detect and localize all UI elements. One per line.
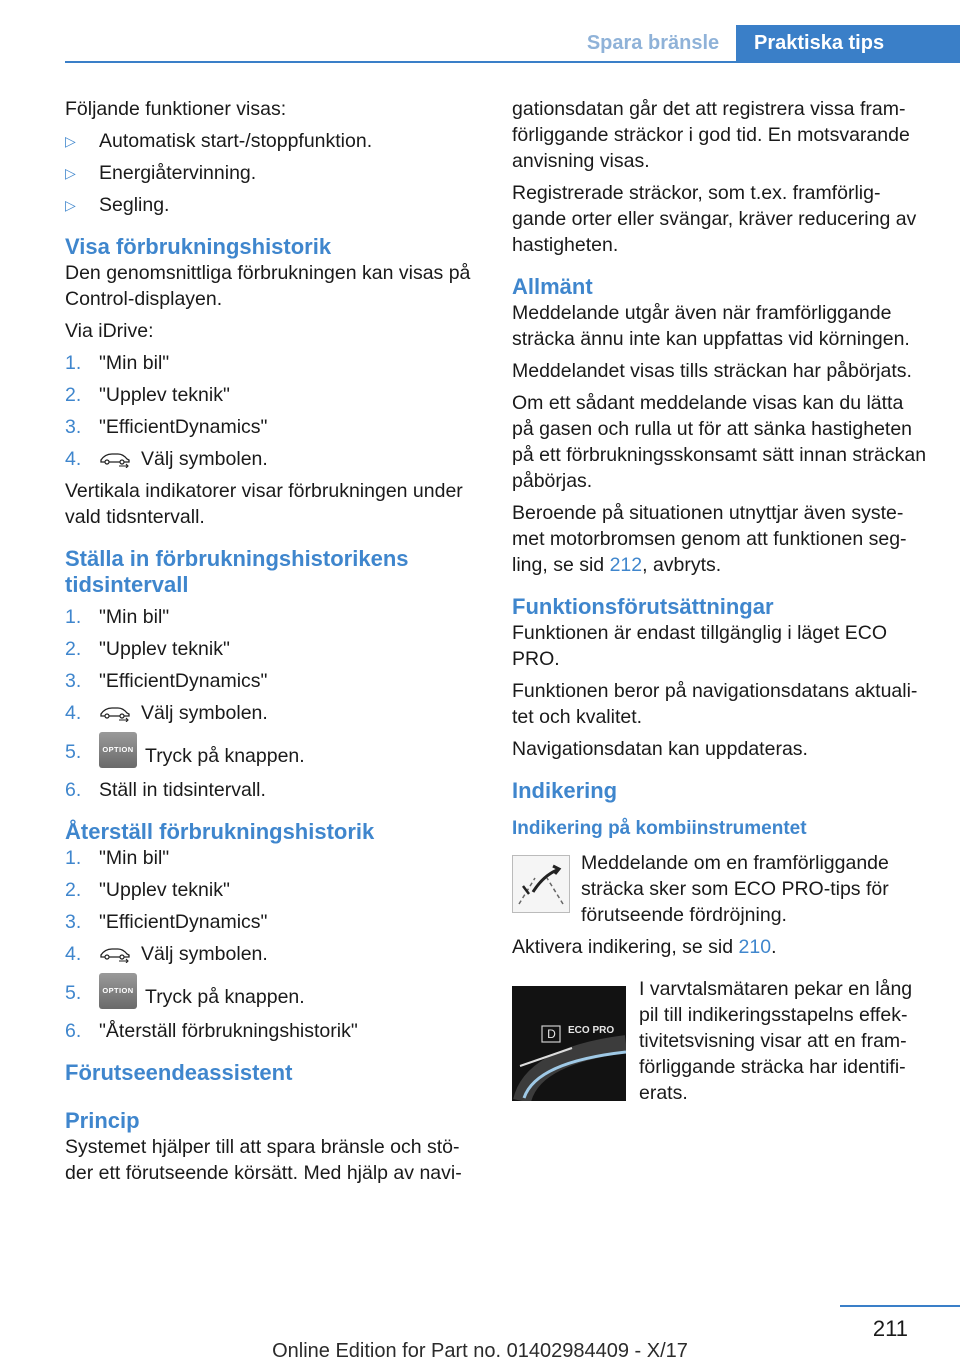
road-curve-warning-icon	[512, 855, 570, 913]
list-item: 6. "Återställ förbrukningshistorik"	[65, 1020, 358, 1042]
heading-indikering: Indikering	[512, 778, 618, 803]
intro-text: Följande funktioner visas:	[65, 98, 287, 120]
list-item: 3. "EfficientDynamics"	[65, 416, 268, 438]
indicator-row	[512, 850, 930, 928]
eco-pro-label: ECO PRO	[568, 1025, 615, 1036]
steps-list	[65, 604, 485, 803]
paragraph: Funktionen beror på navigationsdatans aktuali-tet och kvalitet.	[512, 680, 918, 728]
steps-list	[65, 350, 485, 472]
page-header	[0, 0, 960, 62]
heading-allmant: Allmänt	[512, 274, 593, 299]
list-item: 2. "Upplev teknik"	[65, 638, 230, 660]
list-item: 3. "EfficientDynamics"	[65, 670, 268, 692]
heading-forutseendeassistent: Förutseendeassistent	[65, 1060, 293, 1085]
heading-aterstall-forbrukningshistorik: Återställ förbrukningshistorik	[65, 819, 375, 844]
list-item: 2. "Upplev teknik"	[65, 879, 230, 901]
list-item: 6. Ställ in tidsintervall.	[65, 779, 266, 801]
option-button-icon: OPTION	[99, 732, 137, 768]
efficient-dynamics-car-icon	[99, 704, 131, 722]
page-number: 211	[872, 1316, 908, 1341]
paragraph: Navigationsdatan kan uppdateras.	[512, 738, 808, 760]
indicator-description: Meddelande om en framförliggande sträcka sker som ECO PRO-tips för förutseende fördröjning.	[581, 852, 889, 926]
right-column	[512, 96, 930, 1106]
heading-stalla-in-tidsintervall: Ställa in förbrukningshistorikens tidsintervall	[65, 546, 409, 597]
list-item: ▷ Automatisk start-/stoppfunktion.	[65, 130, 373, 152]
triangle-bullet-icon: ▷	[65, 197, 76, 213]
chapter-tab[interactable]: Praktiska tips	[736, 25, 960, 61]
paragraph: Om ett sådant meddelande visas kan du lätta på gasen och rulla ut för att sänka hastigheten på ett förbrukningsskonsamt sätt innan sträckan påbörjas.	[512, 392, 927, 492]
subheading-kombiinstrumentet: Indikering på kombiinstrumentet	[512, 818, 807, 839]
list-item: ▷ Energiåtervinning.	[65, 162, 257, 184]
paragraph: Vertikala indikatorer visar förbrukningen under vald tidsntervall.	[65, 480, 463, 528]
paragraph: Funktionen är endast tillgänglig i läget ECO PRO.	[512, 622, 888, 670]
gauge-description: I varvtalsmätaren pekar en lång pil till indikeringsstapelns effek-tivitetsvisning visar att en fram-förliggande sträcka har identifi-erats.	[639, 978, 913, 1104]
gauge-row	[512, 976, 930, 1106]
list-item: 4. Välj symbolen.	[65, 448, 268, 470]
option-button-icon: OPTION	[99, 973, 137, 1009]
heading-princip: Princip	[65, 1108, 140, 1133]
heading-funktionsforutsattningar: Funktionsförutsättningar	[512, 594, 774, 619]
list-item: 4. Välj symbolen.	[65, 943, 268, 965]
list-item: 3. "EfficientDynamics"	[65, 911, 268, 933]
efficient-dynamics-car-icon	[99, 945, 131, 963]
edition-footer: Online Edition for Part no. 01402984409 - X/17	[272, 1340, 688, 1362]
footer-rule	[840, 1305, 960, 1307]
efficient-dynamics-car-icon	[99, 450, 131, 468]
list-item: 1. "Min bil"	[65, 352, 170, 374]
page-link-212[interactable]: 212	[609, 554, 643, 576]
left-column	[65, 96, 485, 1192]
paragraph: Beroende på situationen utnyttjar även syste-met motorbromsen genom att funktionen seg-ling, se sid 212, avbryts.	[512, 502, 907, 576]
list-item: 2. "Upplev teknik"	[65, 384, 230, 406]
steps-list	[65, 845, 485, 1044]
paragraph: gationsdatan går det att registrera vissa fram-förliggande sträckor i god tid. En motsvarande anvisning visas.	[512, 98, 910, 172]
list-item: 1. "Min bil"	[65, 847, 170, 869]
section-tab[interactable]: Spara bränsle	[586, 32, 720, 54]
paragraph: Via iDrive:	[65, 320, 154, 342]
triangle-bullet-icon: ▷	[65, 133, 76, 149]
list-item: 1. "Min bil"	[65, 606, 170, 628]
header-rule	[65, 61, 960, 63]
paragraph: Meddelandet visas tills sträckan har påbörjats.	[512, 360, 912, 382]
feature-list	[65, 128, 485, 218]
list-item: ▷ Segling.	[65, 194, 170, 216]
list-item: 4. Välj symbolen.	[65, 702, 268, 724]
gear-indicator: D	[547, 1027, 556, 1041]
paragraph: Meddelande utgår även när framförliggande sträcka ännu inte kan uppfattas vid körningen.	[512, 302, 910, 350]
page-link-210[interactable]: 210	[738, 936, 772, 958]
paragraph: Registrerade sträckor, som t.ex. framförlig-gande orter eller svängar, kräver reducering av hastigheten.	[512, 182, 917, 256]
paragraph: Aktivera indikering, se sid 210.	[512, 936, 777, 958]
heading-visa-forbrukningshistorik: Visa förbrukningshistorik	[65, 234, 332, 259]
triangle-bullet-icon: ▷	[65, 165, 76, 181]
list-item: 5. OPTION Tryck på knappen.	[65, 732, 485, 775]
tachometer-eco-pro-image	[512, 986, 626, 1101]
list-item: 5. OPTION Tryck på knappen.	[65, 973, 485, 1016]
paragraph: Den genomsnittliga förbrukningen kan visas på Control-displayen.	[65, 262, 471, 310]
paragraph: Systemet hjälper till att spara bränsle och stö-der ett förutseende körsätt. Med hjälp av navi-	[65, 1136, 462, 1184]
